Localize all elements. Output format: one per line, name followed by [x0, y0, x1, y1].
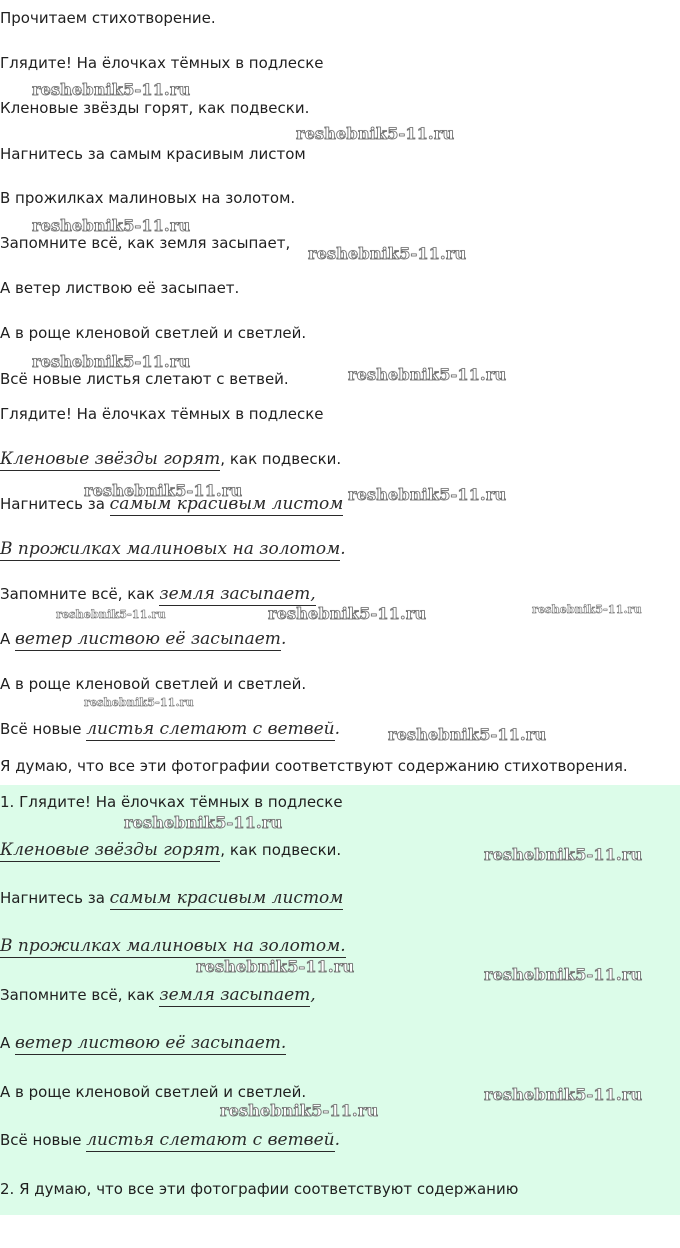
answer-line [0, 935, 346, 957]
highlight-phrase: самым красивым листом [109, 494, 344, 514]
watermark: reshebnik5-11.ru [84, 696, 194, 709]
marked-line: А в роще кленовой светлей и светлей. [0, 675, 307, 693]
watermark: reshebnik5-11.ru [296, 124, 455, 143]
answer-line: Запомните всё, как земля засыпает, [0, 985, 316, 1005]
poem-line: Запомните всё, как земля засыпает, [0, 234, 291, 252]
highlight-phrase: ветер листвою её засыпает. [15, 1033, 287, 1053]
watermark: reshebnik5-11.ru [56, 608, 166, 621]
answer-line: А ветер листвою её засыпает. [0, 1033, 287, 1053]
poem-line: А в роще кленовой светлей и светлей. [0, 324, 307, 342]
watermark: reshebnik5-11.ru [32, 216, 191, 235]
watermark: reshebnik5-11.ru [196, 957, 355, 976]
watermark: reshebnik5-11.ru [268, 604, 427, 623]
answer-line: Всё новые листья слетают с ветвей. [0, 1130, 340, 1150]
highlight-phrase: земля засыпает, [159, 584, 316, 604]
answer-line: Кленовые звёзды горят, как подвески. [0, 840, 342, 860]
marked-line: А ветер листвою её засыпает. [0, 629, 287, 649]
marked-line: В прожилках малиновых на золотом. [0, 539, 346, 559]
watermark: reshebnik5-11.ru [532, 603, 642, 616]
watermark: reshebnik5-11.ru [124, 813, 283, 832]
highlight-phrase: В прожилках малиновых на золотом [0, 539, 341, 559]
highlight-phrase: земля засыпает [159, 985, 311, 1005]
marked-line: Всё новые листья слетают с ветвей. [0, 719, 340, 739]
watermark: reshebnik5-11.ru [32, 80, 191, 99]
highlight-phrase: В прожилках малиновых на золотом. [0, 936, 346, 956]
marked-line: Запомните всё, как земля засыпает, [0, 584, 316, 604]
highlight-phrase: самым красивым листом [109, 888, 344, 908]
poem-line: В прожилках малиновых на золотом. [0, 189, 296, 207]
highlight-phrase: Кленовые звёзды горят [0, 840, 221, 860]
watermark: reshebnik5-11.ru [348, 485, 507, 504]
watermark: reshebnik5-11.ru [84, 481, 243, 500]
watermark: reshebnik5-11.ru [484, 1085, 643, 1104]
highlight-phrase: Кленовые звёзды горят [0, 449, 221, 469]
conclusion-text: Я думаю, что все эти фотографии соответствуют содержанию стихотворения. [0, 757, 628, 775]
watermark: reshebnik5-11.ru [348, 365, 507, 384]
marked-line: Глядите! На ёлочках тёмных в подлеске [0, 405, 324, 423]
poem-line: Глядите! На ёлочках тёмных в подлеске [0, 54, 324, 72]
highlight-phrase: ветер листвою её засыпает [15, 629, 281, 649]
marked-line: Кленовые звёзды горят, как подвески. [0, 449, 342, 469]
answer-line: 2. Я думаю, что все эти фотографии соответствуют содержанию [0, 1180, 519, 1198]
watermark: reshebnik5-11.ru [220, 1101, 379, 1120]
poem-line: Нагнитесь за самым красивым листом [0, 145, 306, 163]
watermark: reshebnik5-11.ru [32, 352, 191, 371]
answer-line: Нагнитесь за самым красивым листом [0, 888, 344, 908]
highlight-phrase: листья слетают с ветвей [86, 1130, 335, 1150]
highlight-phrase: листья слетают с ветвей [86, 719, 335, 739]
intro-text: Прочитаем стихотворение. [0, 9, 216, 27]
answer-line: 1. Глядите! На ёлочках тёмных в подлеске [0, 793, 343, 811]
watermark: reshebnik5-11.ru [388, 725, 547, 744]
watermark: reshebnik5-11.ru [484, 845, 643, 864]
poem-line: А ветер листвою её засыпает. [0, 279, 240, 297]
poem-line: Кленовые звёзды горят, как подвески. [0, 99, 310, 117]
watermark: reshebnik5-11.ru [308, 244, 467, 263]
answer-line: А в роще кленовой светлей и светлей. [0, 1083, 307, 1101]
marked-line: Нагнитесь за самым красивым листом [0, 494, 344, 514]
poem-line: Всё новые листья слетают с ветвей. [0, 370, 289, 388]
watermark: reshebnik5-11.ru [484, 965, 643, 984]
